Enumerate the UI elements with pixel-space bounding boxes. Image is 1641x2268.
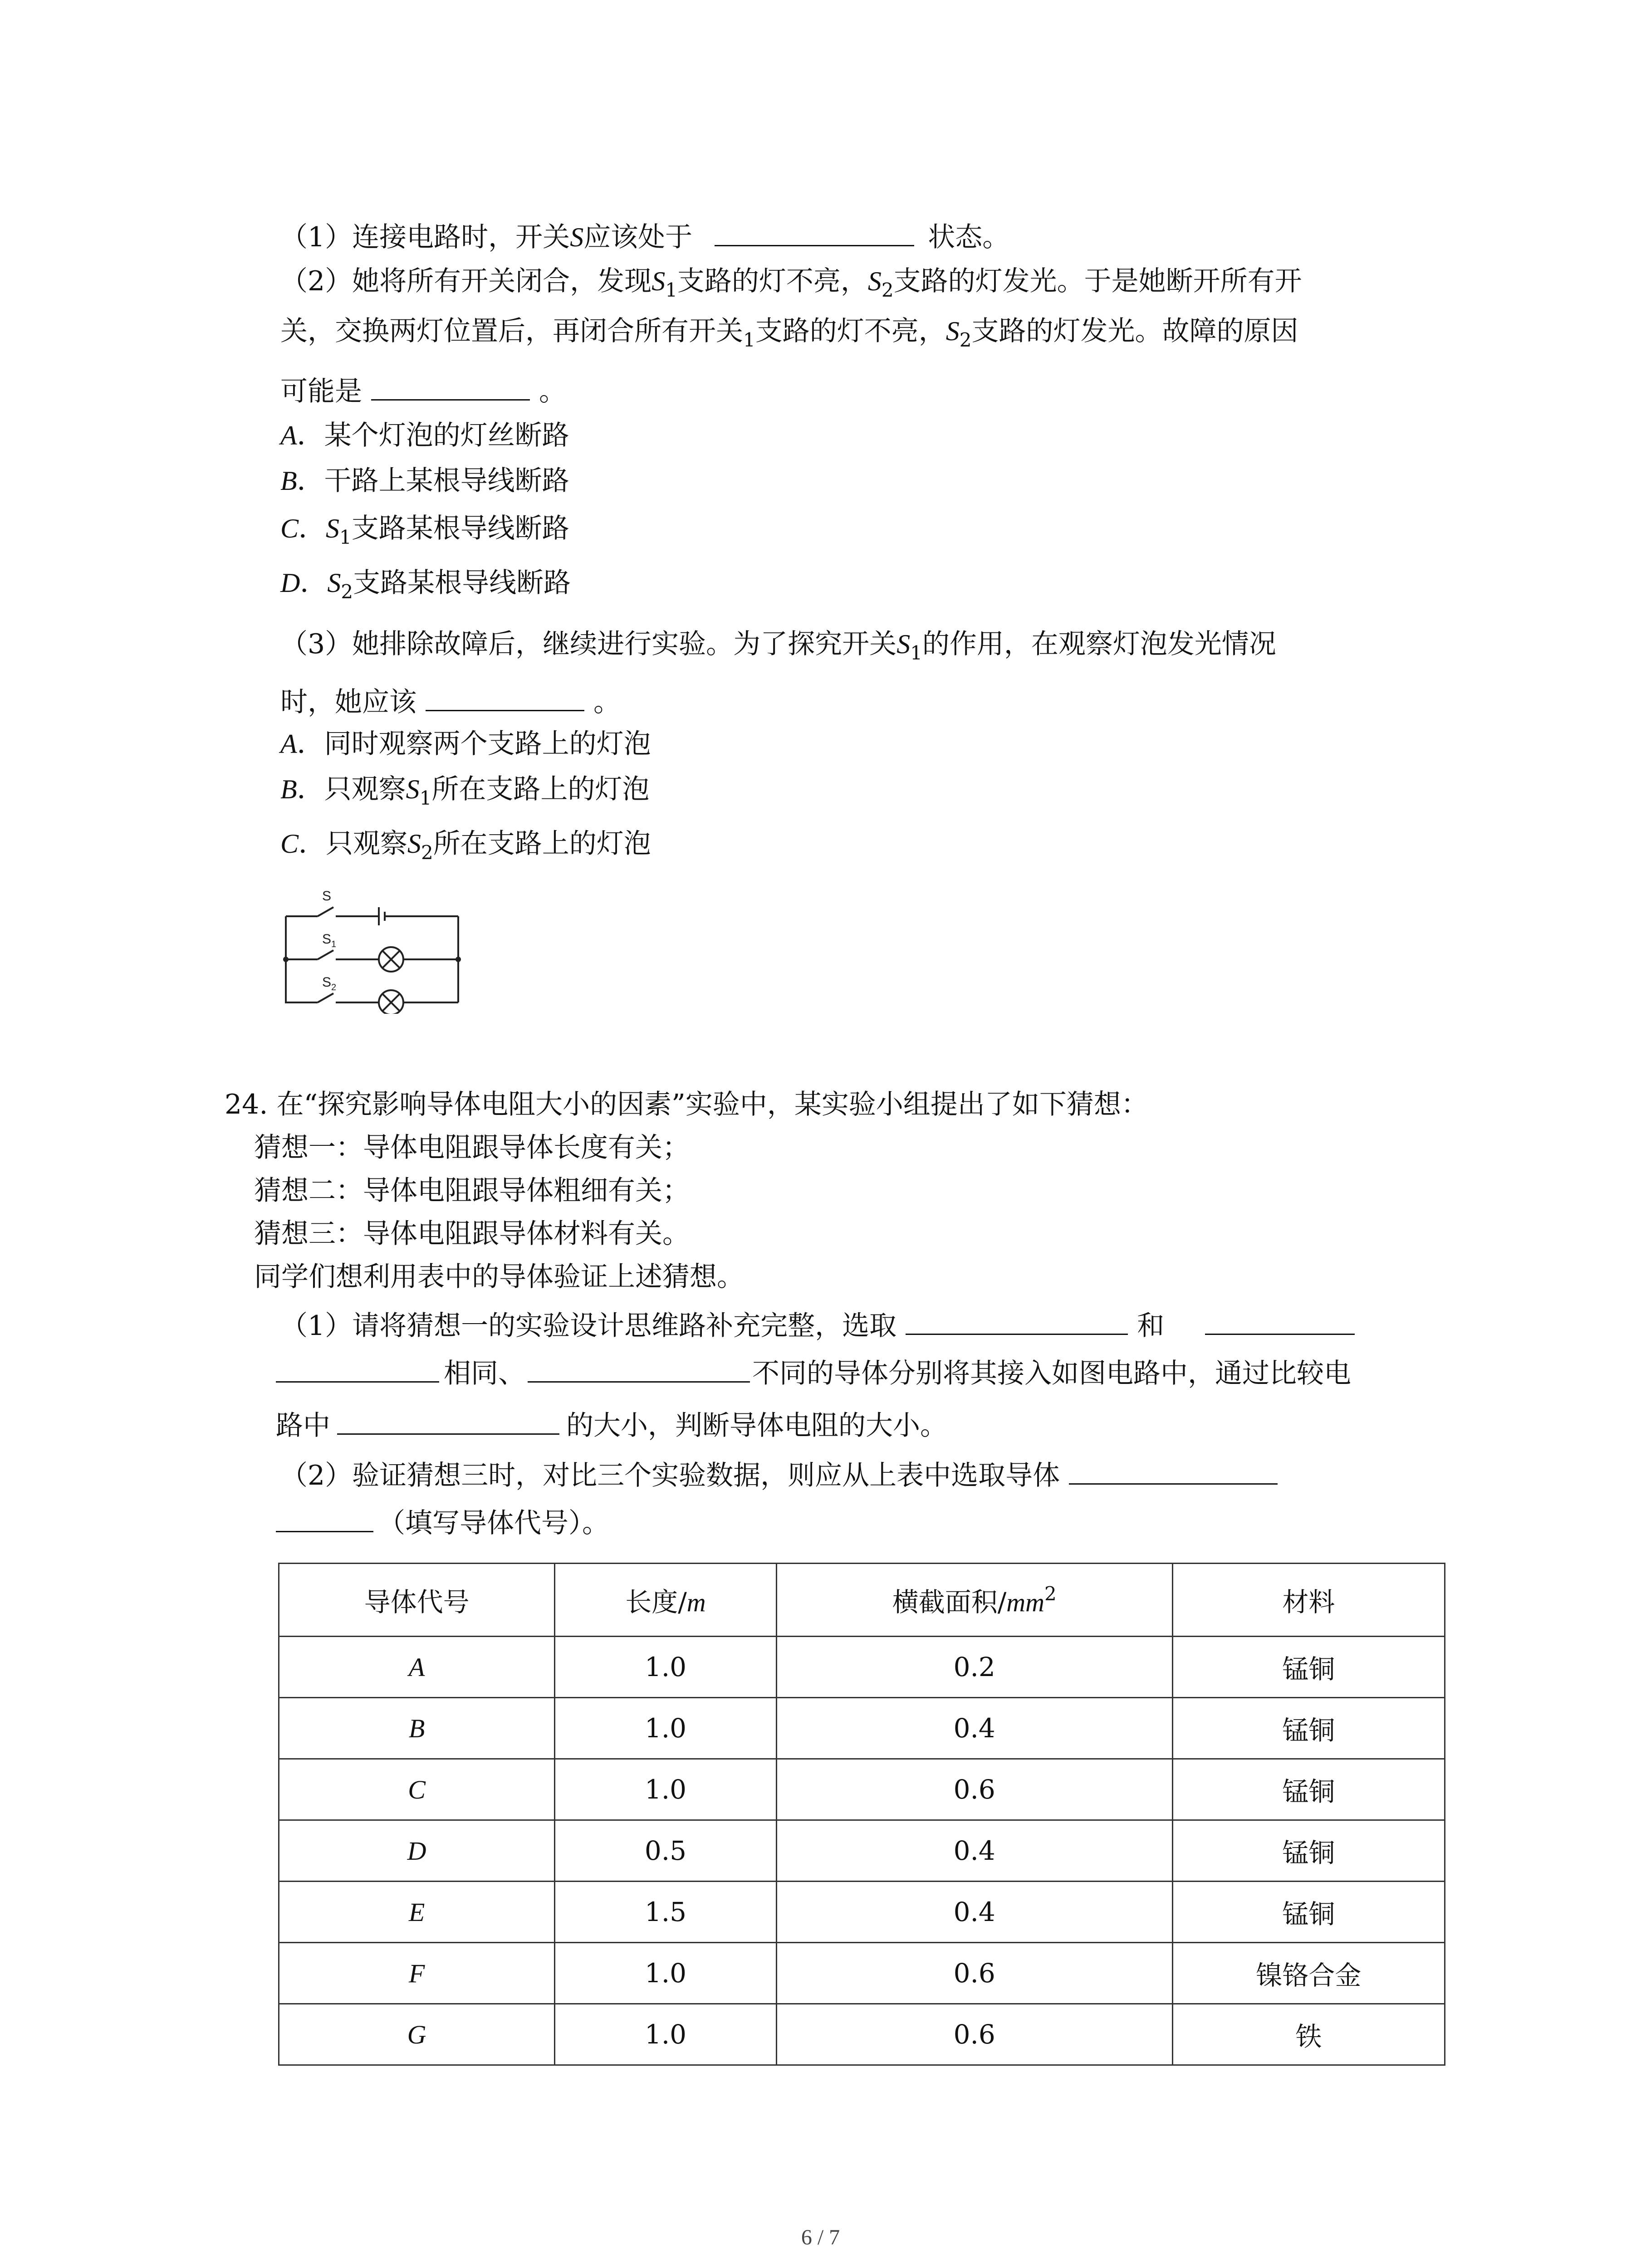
cell-code: B	[279, 1698, 555, 1759]
text: ．	[299, 513, 326, 544]
hypothesis-1: 猜想一：导体电阻跟导体长度有关；	[254, 1132, 690, 1163]
option-letter: A	[280, 420, 297, 450]
option-letter: B	[280, 774, 297, 804]
table-row	[279, 1698, 1445, 1759]
cell-area: 0.2	[776, 1637, 1172, 1698]
table-header-row	[279, 1564, 1445, 1637]
q23-part3-line2	[280, 683, 621, 720]
q24-intro: 同学们想利用表中的导体验证上述猜想。	[254, 1261, 744, 1293]
sub: 1	[910, 642, 922, 664]
hypothesis-3: 猜想三：导体电阻跟导体材料有关。	[254, 1218, 690, 1250]
sub: 2	[881, 279, 894, 301]
option-text: ．同时观察两个支路上的灯泡	[297, 728, 651, 760]
text: 关，交换两灯位置后，再闭合所有开关	[280, 315, 743, 347]
cell-area: 0.6	[776, 1759, 1172, 1820]
option-text: 所在支路上的灯泡	[431, 773, 650, 805]
text: （2）验证猜想三时，对比三个实验数据，则应从上表中选取导体	[280, 1460, 1060, 1491]
answer-blank[interactable]	[715, 218, 914, 246]
cell-area: 0.4	[776, 1882, 1172, 1943]
text: 和	[1137, 1310, 1165, 1342]
q23-part2-line3	[280, 372, 566, 410]
var: S	[945, 316, 960, 346]
cell-code: D	[279, 1820, 555, 1882]
var: S	[326, 513, 340, 543]
q23-part1-text2: 应该处于	[583, 221, 693, 253]
table-row	[279, 1943, 1445, 2004]
sub: 1	[339, 526, 352, 548]
table-row	[279, 1882, 1445, 1943]
answer-blank[interactable]	[426, 683, 584, 711]
sub: 1	[419, 787, 432, 809]
q23-part1-text: （1）连接电路时，开关	[280, 221, 570, 253]
answer-blank[interactable]	[906, 1306, 1128, 1335]
cell-material: 铁	[1172, 2004, 1445, 2065]
hypothesis-2: 猜想二：导体电阻跟导体粗细有关；	[254, 1175, 690, 1207]
sub: 2	[959, 329, 972, 351]
cell-length: 1.0	[555, 1759, 776, 1820]
cell-length: 1.0	[555, 1943, 776, 2004]
circuit-diagram	[272, 878, 481, 1014]
option-text: 支路某根导线断路	[351, 513, 569, 544]
q23-part1	[280, 218, 1009, 255]
cell-material: 锰铜	[1172, 1698, 1445, 1759]
q24-part2-line1	[280, 1456, 1278, 1494]
cell-area: 0.6	[776, 1943, 1172, 2004]
label-s1: $S_1$	[322, 932, 337, 949]
cell-material: 锰铜	[1172, 1637, 1445, 1698]
table-row	[279, 2004, 1445, 2065]
answer-blank[interactable]	[371, 372, 530, 401]
answer-blank[interactable]	[276, 1354, 439, 1383]
cell-area: 0.6	[776, 2004, 1172, 2065]
var: S	[406, 774, 420, 804]
cell-code: C	[279, 1759, 555, 1820]
cell-length: 1.0	[555, 2004, 776, 2065]
cell-material: 锰铜	[1172, 1820, 1445, 1882]
cell-area: 0.4	[776, 1820, 1172, 1882]
option-letter: C	[280, 513, 299, 543]
var: S	[327, 568, 341, 598]
text: 路中	[276, 1410, 330, 1442]
q23-part3-line1	[280, 626, 1276, 671]
text: 相同、	[444, 1358, 525, 1389]
text: 支路的灯发光。于是她断开所有开	[893, 265, 1302, 297]
text: （1）请将猜想一的实验设计思维路补充完整，选取	[280, 1310, 897, 1342]
answer-blank[interactable]	[1205, 1306, 1355, 1335]
cell-area: 0.4	[776, 1698, 1172, 1759]
option-text: ．干路上某根导线断路	[297, 465, 569, 497]
text: 。	[593, 686, 621, 718]
option-d	[280, 565, 571, 610]
switch-var: S	[570, 222, 584, 252]
text: ．只观察	[297, 773, 406, 805]
option-letter: D	[280, 568, 300, 598]
q23-part2-line1	[280, 263, 1302, 308]
text: ．	[300, 567, 328, 599]
option-letter: A	[280, 729, 297, 759]
option-text: ．某个灯泡的灯丝断路	[297, 420, 569, 451]
cell-length: 1.0	[555, 1637, 776, 1698]
label-s2: $S_2$	[322, 975, 337, 992]
option-b	[280, 771, 649, 816]
answer-blank[interactable]	[1069, 1456, 1278, 1485]
header-area: 横截面积$/mm^2$	[776, 1564, 1172, 1637]
table-row	[279, 1820, 1445, 1882]
cell-code: E	[279, 1882, 555, 1943]
q24-stem: 24. 在“探究影响导体电阻大小的因素”实验中，某实验小组提出了如下猜想：	[225, 1089, 1148, 1120]
option-letter: C	[280, 829, 299, 859]
cell-length: 1.5	[555, 1882, 776, 1943]
var: S	[896, 629, 911, 659]
sub: 1	[743, 329, 755, 351]
text: 可能是	[280, 376, 362, 407]
var: S	[652, 266, 666, 296]
text: 不同的导体分别将其接入如图电路中，通过比较电	[752, 1358, 1351, 1389]
option-a	[280, 417, 569, 454]
header-length: 长度/m	[555, 1564, 776, 1637]
cell-material: 锰铜	[1172, 1882, 1445, 1943]
q24-part1-line3	[276, 1406, 947, 1444]
text: 支路的灯发光。故障的原因	[971, 315, 1298, 347]
text: 。	[539, 376, 566, 407]
header-material: 材料	[1172, 1564, 1445, 1637]
text: （填写导体代号）。	[378, 1507, 609, 1539]
cell-material: 镍铬合金	[1172, 1943, 1445, 2004]
text: 支路的灯不亮，	[755, 315, 946, 347]
cell-code: G	[279, 2004, 555, 2065]
text: （3）她排除故障后，继续进行实验。为了探究开关	[280, 628, 897, 660]
answer-blank[interactable]	[337, 1406, 559, 1435]
q23-part1-end: 状态。	[928, 221, 1010, 253]
var: S	[867, 266, 882, 296]
text: 的大小，判断导体电阻的大小。	[566, 1410, 947, 1442]
cell-length: 1.0	[555, 1698, 776, 1759]
text: ．只观察	[299, 828, 408, 860]
header-code: 导体代号	[279, 1564, 555, 1637]
sub: 1	[665, 279, 677, 301]
answer-blank[interactable]	[276, 1504, 373, 1532]
option-b	[280, 463, 569, 499]
option-letter: B	[280, 466, 297, 496]
cell-code: F	[279, 1943, 555, 2004]
table-row	[279, 1759, 1445, 1820]
option-a	[280, 726, 651, 762]
conductor-table	[278, 1563, 1445, 2066]
q24-part2-line2	[276, 1504, 609, 1541]
cell-code: A	[279, 1637, 555, 1698]
answer-blank[interactable]	[528, 1354, 750, 1383]
page-number: 6 / 7	[801, 2225, 840, 2249]
option-text: 支路某根导线断路	[353, 567, 571, 599]
var: S	[407, 829, 421, 859]
q24-part1-line2	[276, 1354, 1351, 1392]
text: 支路的灯不亮，	[677, 265, 868, 297]
option-c	[280, 826, 651, 871]
label-s: S	[322, 889, 332, 904]
text: （2）她将所有开关闭合，发现	[280, 265, 652, 297]
cell-material: 锰铜	[1172, 1759, 1445, 1820]
option-text: 所在支路上的灯泡	[433, 828, 651, 860]
sub: 2	[341, 581, 353, 603]
table-row	[279, 1637, 1445, 1698]
q24-part1-line1	[280, 1306, 1355, 1344]
q23-part2-line2	[280, 313, 1298, 358]
cell-length: 0.5	[555, 1820, 776, 1882]
option-c	[280, 510, 569, 556]
sub: 2	[421, 841, 433, 864]
text: 时，她应该	[280, 686, 416, 718]
text: 的作用，在观察灯泡发光情况	[922, 628, 1276, 660]
